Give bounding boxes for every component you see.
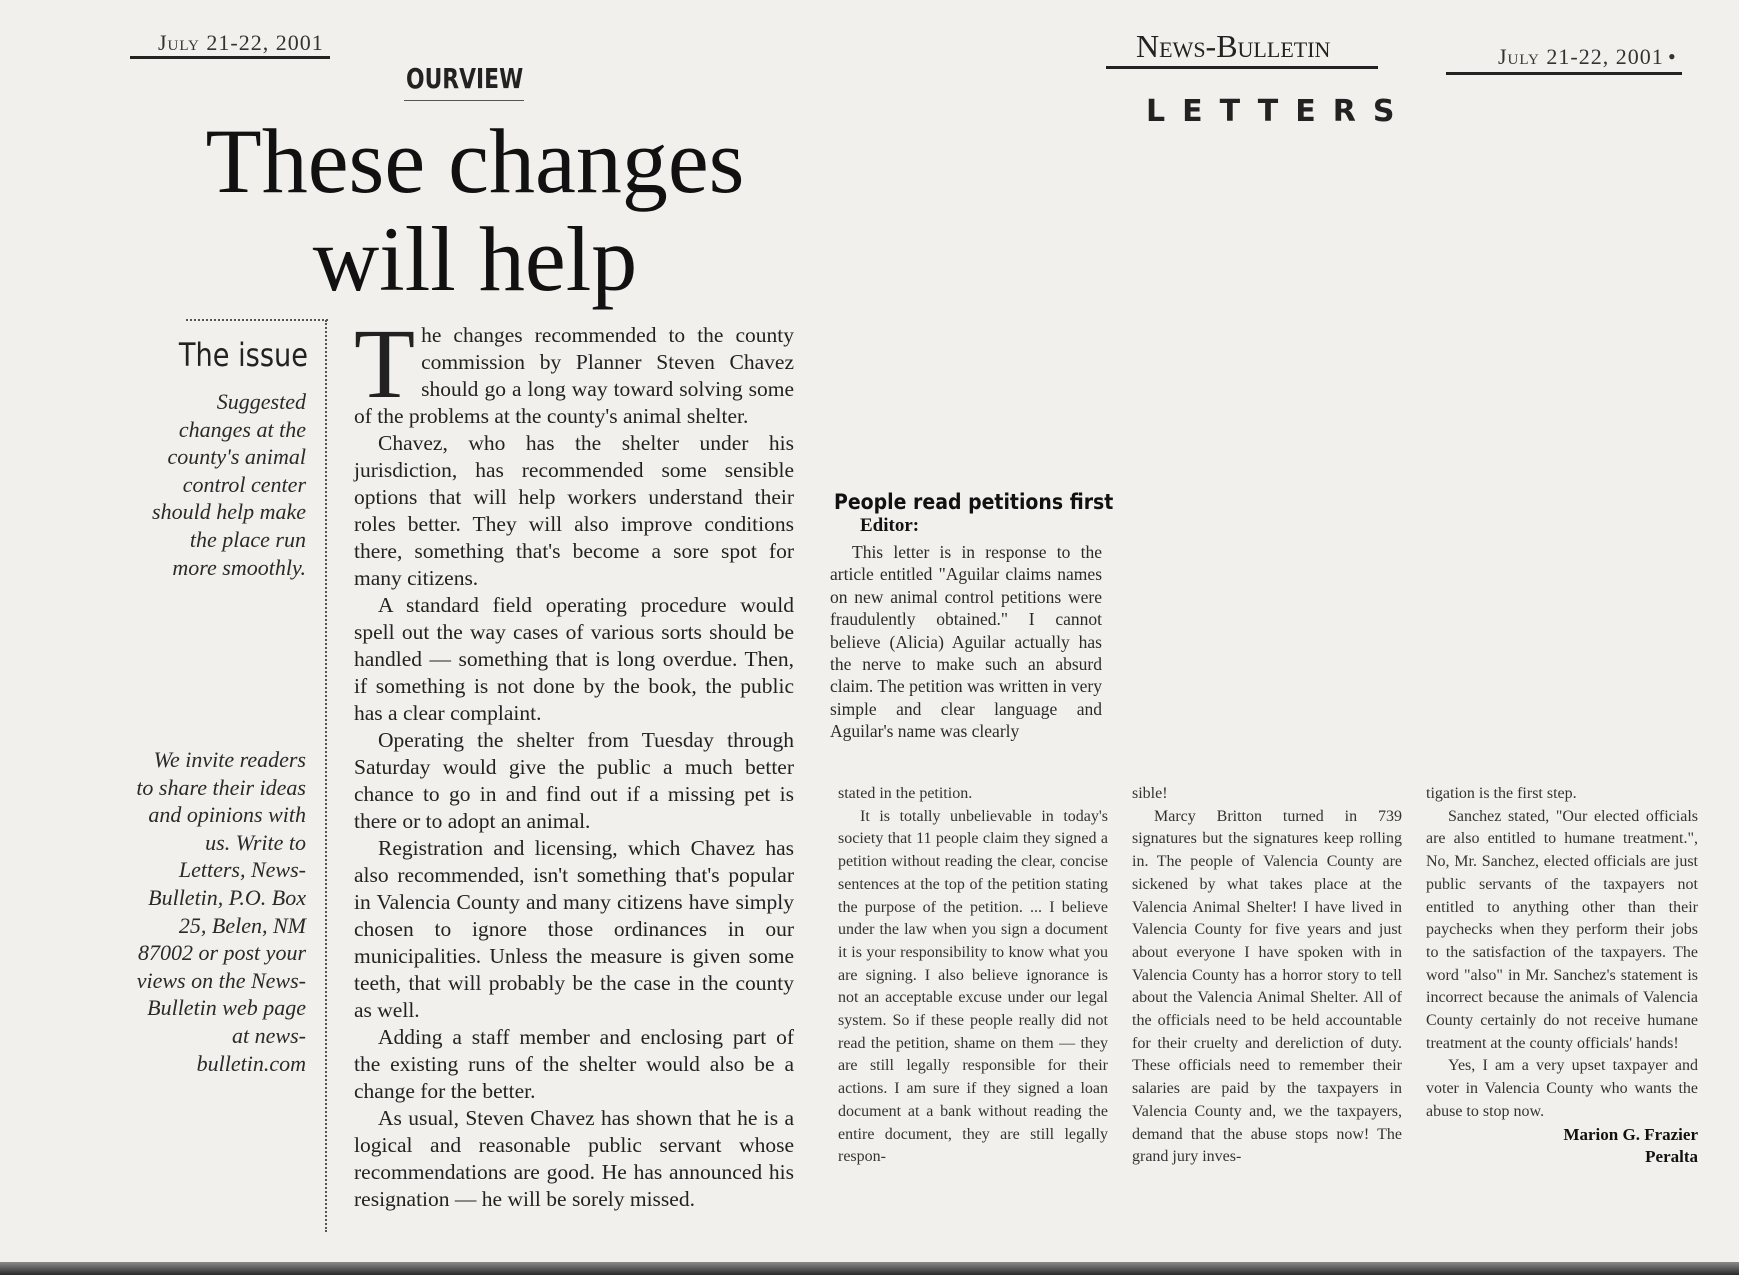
- editorial-paragraph: Chavez, who has the shelter under his jurisdiction, has recommended some sensible options that will help workers understand their roles better. They will also improve conditions there, something that's become a sore spot for many citizens.: [354, 431, 794, 590]
- headline-line-2: will help: [312, 208, 638, 310]
- section-label: LETTERS: [1146, 94, 1412, 129]
- editorial-body: [354, 308, 794, 1213]
- left-header-rule: [130, 56, 330, 59]
- editorial-paragraph: A standard field operating procedure would spell out the way cases of various sorts should be handled — something that is long overdue. Then, if something is not done by the book, the public has a clear complaint.: [354, 593, 794, 725]
- editorial-headline: [150, 112, 800, 308]
- editorial-paragraph: Operating the shelter from Tuesday through Saturday would give the public a much better chance to go in and find out if a missing pet is there or to adopt an animal.: [354, 728, 794, 833]
- letter-headline: People read petitions first: [834, 490, 1114, 514]
- folio-bullet: •: [1668, 44, 1677, 69]
- right-page-date: July 21-22, 2001: [1498, 44, 1664, 69]
- letter-signature-town: Peralta: [1645, 1146, 1698, 1166]
- left-page-date: July 21-22, 2001: [158, 30, 324, 55]
- editorial-paragraph: The changes recommended to the county commission by Planner Steven Chavez should go a long way toward solving some of the problems at the county's animal shelter.: [354, 308, 794, 428]
- reader-invite: We invite readers to share their ideas and opinions with us. Write to Letters, News-Bulletin, P.O. Box 25, Belen, NM 87002 or post your views on the News-Bulletin web page at news-bulletin.com: [136, 747, 306, 1076]
- headline-line-1: These changes: [205, 110, 745, 212]
- issue-title: The issue: [178, 336, 308, 374]
- letter-paragraph: It is totally unbelievable in today's society that 11 people claim they signed a petition without reading the clear, concise sentences at the top of the petition stating the purpose of the petition. ... I believe under the law when you sign a document it is your responsibility to know what you are signing. I also believe ignorance is not an acceptable excuse under our legal system. So if these people really did not read the petition, shame on them — they are still legally responsible for their actions. I am sure if they signed a loan document at a bank without reading the entire document, they are still legally respon-: [838, 807, 1108, 1166]
- editorial-kicker: OURVIEW: [406, 62, 524, 95]
- drop-cap: T: [354, 308, 416, 419]
- letter-signature-name: Marion G. Frazier: [1563, 1124, 1698, 1144]
- letter-intro: [830, 541, 1102, 743]
- scan-edge-shadow: [0, 1262, 1739, 1275]
- letter-paragraph: tigation is the first step.: [1426, 785, 1577, 802]
- letter-paragraph: stated in the petition.: [838, 785, 973, 802]
- right-header-rule: [1446, 72, 1682, 75]
- kicker-underline: [404, 100, 524, 101]
- editorial-paragraph: Adding a staff member and enclosing part of the existing runs of the shelter would also be a change for the better.: [354, 1025, 794, 1103]
- issue-summary: Suggested changes at the county's animal control center should help make the place run more smoothly.: [152, 389, 306, 580]
- masthead: News-Bulletin: [1136, 28, 1331, 64]
- letter-paragraph: Marcy Britton turned in 739 signatures but the signatures keep rolling in. The people of Valencia County are sickened by what takes place at the Valencia Animal Shelter! I have lived in Valencia County for five years and just about everyone I have spoken with in Valencia County has a horror story to tell about the Valencia Animal Shelter. All of the officials need to be held accountable for their cruelty and dereliction of duty. These officials need to remember their salaries are paid by the taxpayers in Valencia County and, we the taxpayers, demand that the abuse stops now! The grand jury inves-: [1132, 807, 1402, 1166]
- letter-column-3: [1426, 783, 1698, 1168]
- letter-column-1: [838, 783, 1108, 1169]
- letter-paragraph: This letter is in response to the article entitled "Aguilar claims names on new animal control petitions were fraudulently obtained." I cannot believe (Alicia) Aguilar actually has the nerve to make such an absurd claim. The petition was written in very simple and clear language and Aguilar's name was clearly: [830, 542, 1102, 742]
- sidebar-top-rule: [186, 319, 328, 321]
- letter-salutation: Editor:: [860, 515, 920, 536]
- editorial-paragraph: As usual, Steven Chavez has shown that he is a logical and reasonable public servant whose recommendations are good. He has announced his resignation — he will be sorely missed.: [354, 1106, 794, 1211]
- letter-column-2: [1132, 783, 1402, 1169]
- letter-paragraph: Sanchez stated, "Our elected officials are also entitled to humane treatment.", No, Mr. Sanchez, elected officials are just public servants of the taxpayers not entitled to anything other than their paychecks when they perform their jobs to the satisfaction of the taxpayers. The word "also" in Mr. Sanchez's statement is incorrect because the animals of Valencia County certainly do not receive humane treatment at the county officials' hands!: [1426, 807, 1698, 1052]
- sidebar-divider: [325, 320, 327, 1232]
- editorial-paragraph: Registration and licensing, which Chavez has also recommended, isn't something that's popular in Valencia County and many citizens have simply chosen to ignore those ordinances in our municipalities. Unless the measure is given some teeth, that will probably be the case in the county as well.: [354, 836, 794, 1022]
- letter-paragraph: Yes, I am a very upset taxpayer and voter in Valencia County who wants the abuse to stop now.: [1426, 1057, 1698, 1120]
- masthead-rule: [1106, 66, 1378, 69]
- letter-paragraph: sible!: [1132, 785, 1168, 802]
